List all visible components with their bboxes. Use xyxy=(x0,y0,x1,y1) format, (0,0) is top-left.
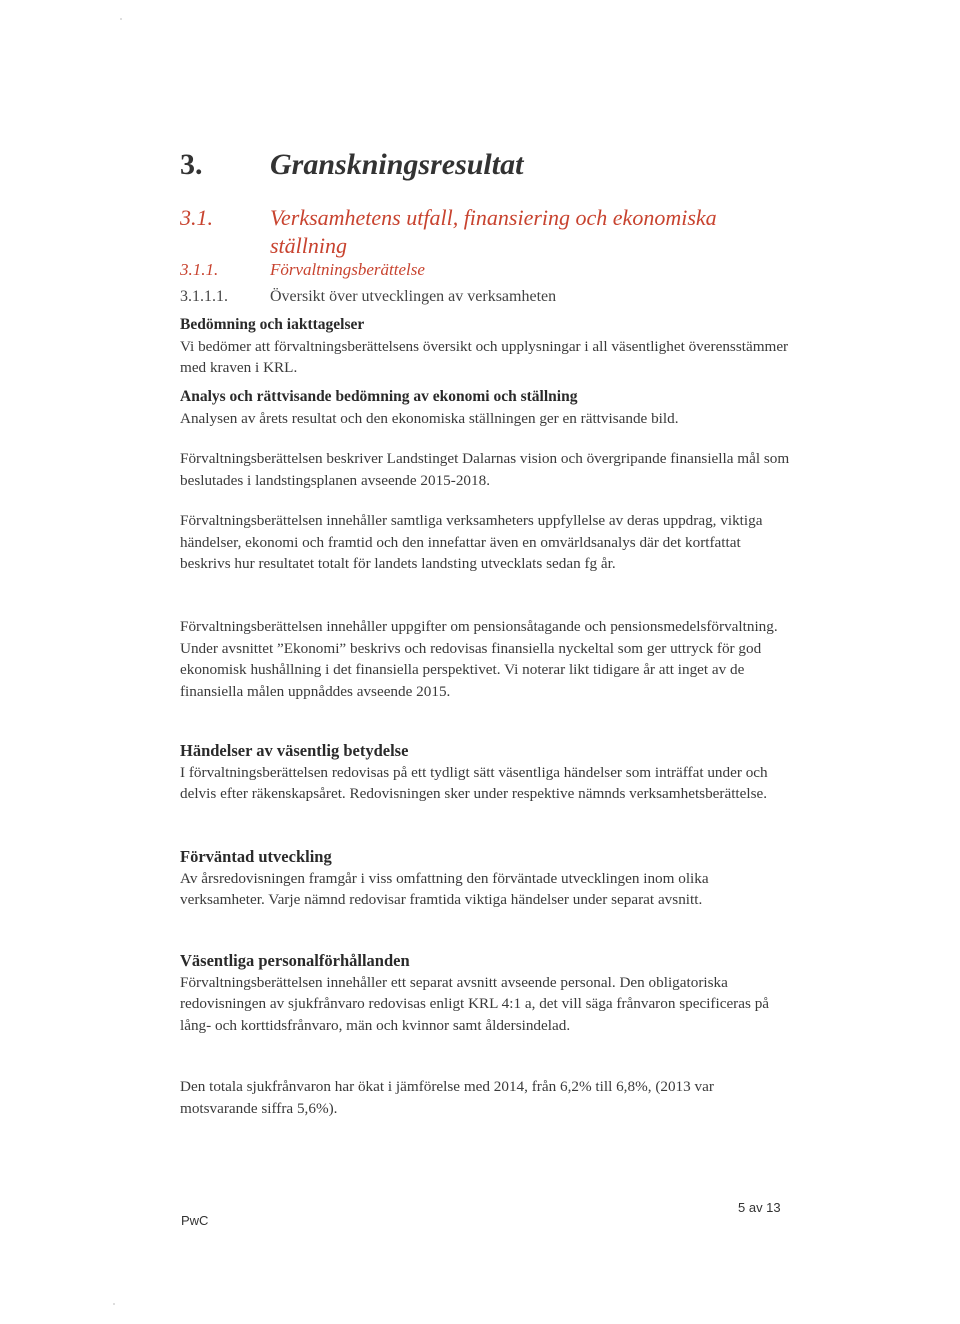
heading-level-1 xyxy=(180,148,523,182)
section-analys xyxy=(180,386,790,429)
heading-2-title: Verksamhetens utfall, finansiering och ekonomiska ställning xyxy=(270,205,717,258)
scan-speck xyxy=(113,1303,115,1305)
paragraph-pension: Förvaltningsberättelsen innehåller uppgifter om pensionsåtagande och pensionsmedelsförvaltning. Under avsnittet ”Ekonomi” beskrivs och redovisas finansiella nyckeltal som ger uttryck för god ekonomisk hushållning i det finansiella perspektivet. Vi noterar likt tidigare år att inget av de finansiella målen uppnåddes avseende 2015. xyxy=(180,618,778,700)
section-bedomning xyxy=(180,314,790,379)
footer-brand: PwC xyxy=(181,1213,209,1228)
heading-3-title: Förvaltningsberättelse xyxy=(270,260,425,279)
section-forvantad-text: Av årsredovisningen framgår i viss omfattning den förväntade utvecklingen inom olika verksamheter. Varje nämnd redovisar framtida viktiga händelser under separat avsnitt. xyxy=(180,869,709,909)
section-handelser-heading: Händelser av väsentlig betydelse xyxy=(180,741,409,760)
heading-level-3 xyxy=(180,260,425,280)
heading-4-title: Översikt över utvecklingen av verksamheten xyxy=(270,288,557,305)
section-handelser-text: I förvaltningsberättelsen redovisas på ett tydligt sätt väsentliga händelser som inträffat under och delvis efter räkenskapsåret. Redovisningen sker under respektive nämnds verksamhetsberättelse. xyxy=(180,763,768,803)
section-personal-heading: Väsentliga personalförhållanden xyxy=(180,951,410,970)
section-analys-text: Analysen av årets resultat och den ekonomiska ställningen ger en rättvisande bild. xyxy=(180,409,679,427)
heading-1-number: 3. xyxy=(180,148,203,181)
section-handelser xyxy=(180,740,790,805)
paragraph-vision: Förvaltningsberättelsen beskriver Landstinget Dalarnas vision och övergripande finansiella mål som beslutades i landstingsplanen avseende 2015-2018. xyxy=(180,450,790,489)
paragraph-verksamheter: Förvaltningsberättelsen innehåller samtliga verksamheters uppfyllelse av deras uppdrag, viktiga händelser, ekonomi och framtid och den innefattar även en omvärldsanalys där det kortfattat beskrivs hur resultatet totalt för landets landsting utvecklats sedan fg år. xyxy=(180,512,763,573)
paragraph-sjukfranvaro: Den totala sjukfrånvaron har ökat i jämförelse med 2014, från 6,2% till 6,8%, (2013 var motsvarande siffra 5,6%). xyxy=(180,1078,714,1117)
section-personal-text: Förvaltningsberättelsen innehåller ett separat avsnitt avseende personal. Den obligatoriska redovisningen av sjukfrånvaro redovisas enligt KRL 4:1 a, det vill säga frånvaron specificeras på lång- och korttidsfrånvaro, män och kvinnor samt åldersindelad. xyxy=(180,973,770,1034)
section-personal xyxy=(180,950,790,1036)
heading-1-title: Granskningsresultat xyxy=(270,148,524,181)
heading-4-number: 3.1.1.1. xyxy=(180,288,228,305)
heading-3-number: 3.1.1. xyxy=(180,260,219,279)
section-forvantad xyxy=(180,846,790,911)
section-analys-heading: Analys och rättvisande bedömning av ekonomi och ställning xyxy=(180,388,578,405)
section-bedomning-text: Vi bedömer att förvaltningsberättelsens översikt och upplysningar i all väsentlighet överensstämmer med kraven i KRL. xyxy=(180,337,789,377)
heading-level-2 xyxy=(180,204,750,260)
section-bedomning-heading: Bedömning och iakttagelser xyxy=(180,316,365,333)
scan-speck xyxy=(120,18,122,20)
footer-page-number: 5 av 13 xyxy=(738,1200,781,1215)
heading-2-number: 3.1. xyxy=(180,205,213,230)
heading-level-4 xyxy=(180,288,556,306)
section-forvantad-heading: Förväntad utveckling xyxy=(180,847,332,866)
